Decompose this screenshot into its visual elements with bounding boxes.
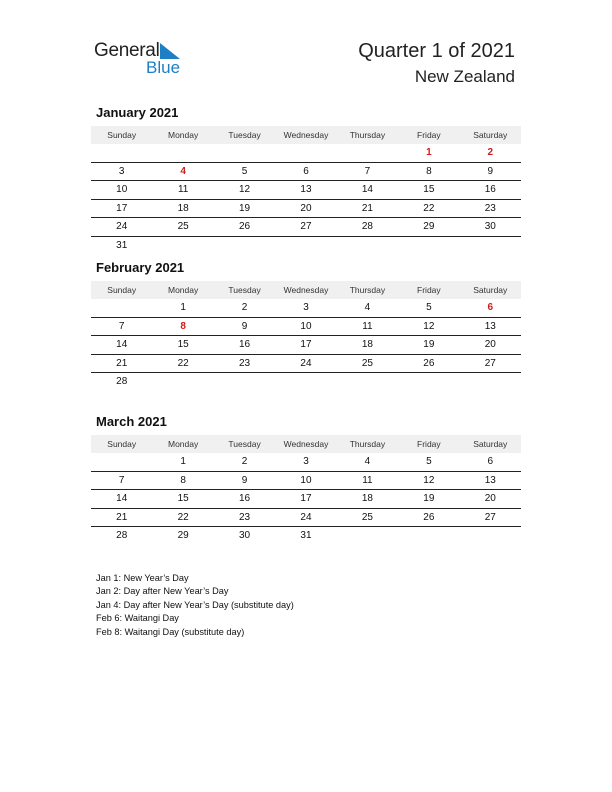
day-cell: 10 (275, 472, 336, 491)
weekday-header: Saturday (460, 435, 521, 453)
day-cell: 13 (275, 181, 336, 200)
empty-cell (214, 237, 275, 255)
empty-cell (214, 144, 275, 163)
day-cell: 8 (398, 163, 459, 182)
day-cell: 20 (460, 490, 521, 509)
day-cell: 23 (214, 355, 275, 374)
day-cell: 1 (398, 144, 459, 163)
weekday-header: Friday (398, 281, 459, 299)
day-cell: 24 (91, 218, 152, 237)
day-cell: 20 (460, 336, 521, 355)
weekday-header: Friday (398, 126, 459, 144)
empty-cell (152, 237, 213, 255)
day-cell: 17 (275, 490, 336, 509)
logo-general-text: General (94, 40, 160, 61)
day-cell: 14 (337, 181, 398, 200)
empty-cell (337, 237, 398, 255)
weekday-header: Monday (152, 281, 213, 299)
empty-cell (91, 144, 152, 163)
day-cell: 25 (337, 355, 398, 374)
holiday-list (96, 572, 294, 639)
day-cell: 2 (214, 299, 275, 318)
holiday-item: Jan 4: Day after New Year’s Day (substitute day) (96, 599, 294, 610)
day-cell: 10 (91, 181, 152, 200)
weekday-header: Sunday (91, 126, 152, 144)
empty-cell (460, 527, 521, 545)
day-cell: 28 (337, 218, 398, 237)
day-cell: 15 (398, 181, 459, 200)
weekday-header: Tuesday (214, 126, 275, 144)
weekday-header: Thursday (337, 126, 398, 144)
calendar-grid (91, 126, 521, 255)
day-cell: 16 (214, 336, 275, 355)
empty-cell (337, 527, 398, 545)
empty-cell (460, 237, 521, 255)
month-january (91, 104, 521, 255)
day-cell: 2 (214, 453, 275, 472)
day-cell: 23 (460, 200, 521, 219)
day-cell: 27 (275, 218, 336, 237)
day-cell: 2 (460, 144, 521, 163)
day-cell: 13 (460, 318, 521, 337)
day-cell: 14 (91, 490, 152, 509)
day-cell: 28 (116, 530, 128, 542)
weekday-header: Monday (152, 126, 213, 144)
day-cell: 19 (214, 200, 275, 219)
day-cell: 18 (337, 336, 398, 355)
logo (94, 40, 194, 80)
day-cell: 22 (398, 200, 459, 219)
day-cell: 15 (152, 490, 213, 509)
day-cell: 6 (275, 163, 336, 182)
weekday-header: Tuesday (214, 435, 275, 453)
day-cell: 11 (152, 181, 213, 200)
day-cell: 9 (214, 472, 275, 491)
month-title: January 2021 (96, 105, 179, 120)
day-cell: 1 (152, 299, 213, 318)
empty-cell (398, 237, 459, 255)
weekday-header: Wednesday (275, 281, 336, 299)
day-cell: 7 (91, 472, 152, 491)
day-cell: 8 (152, 472, 213, 491)
day-cell: 24 (275, 355, 336, 374)
day-cell: 17 (275, 336, 336, 355)
empty-cell (91, 299, 152, 318)
day-cell: 25 (152, 218, 213, 237)
day-cell: 21 (91, 509, 152, 528)
day-cell: 21 (337, 200, 398, 219)
empty-cell (152, 144, 213, 163)
weekday-header: Monday (152, 435, 213, 453)
month-february (91, 259, 521, 391)
day-cell: 18 (337, 490, 398, 509)
weekday-header: Tuesday (214, 281, 275, 299)
month-title: March 2021 (96, 414, 167, 429)
day-cell: 10 (275, 318, 336, 337)
day-cell: 6 (460, 299, 521, 318)
holiday-item: Feb 8: Waitangi Day (substitute day) (96, 626, 245, 637)
weekday-header: Sunday (91, 435, 152, 453)
day-cell: 26 (214, 218, 275, 237)
day-cell: 17 (91, 200, 152, 219)
day-cell: 29 (398, 218, 459, 237)
day-cell: 19 (398, 336, 459, 355)
day-cell: 7 (91, 318, 152, 337)
day-cell: 31 (300, 530, 312, 542)
day-cell: 25 (337, 509, 398, 528)
day-cell: 29 (177, 530, 189, 542)
weekday-header: Saturday (460, 126, 521, 144)
day-cell: 31 (116, 239, 128, 251)
day-cell: 27 (460, 509, 521, 528)
weekday-header: Wednesday (275, 435, 336, 453)
day-cell: 9 (460, 163, 521, 182)
country-name: New Zealand (414, 67, 515, 86)
holiday-item: Jan 1: New Year’s Day (96, 573, 189, 583)
holiday-item: Jan 2: Day after New Year’s Day (96, 586, 229, 597)
weekday-header: Sunday (91, 281, 152, 299)
empty-cell (152, 373, 213, 391)
day-cell: 4 (152, 163, 213, 182)
empty-cell (398, 373, 459, 391)
day-cell: 4 (337, 299, 398, 318)
day-cell: 5 (398, 453, 459, 472)
empty-cell (91, 453, 152, 472)
day-cell: 14 (91, 336, 152, 355)
day-cell: 15 (152, 336, 213, 355)
empty-cell (460, 373, 521, 391)
day-cell: 26 (398, 509, 459, 528)
day-cell: 21 (91, 355, 152, 374)
day-cell: 3 (91, 163, 152, 182)
weekday-header: Saturday (460, 281, 521, 299)
holiday-item: Feb 6: Waitangi Day (96, 613, 179, 624)
page-title: Quarter 1 of 2021 (358, 40, 515, 62)
weekday-header: Thursday (337, 281, 398, 299)
day-cell: 13 (460, 472, 521, 491)
empty-cell (275, 144, 336, 163)
day-cell: 23 (214, 509, 275, 528)
day-cell: 6 (460, 453, 521, 472)
month-march (91, 413, 521, 545)
empty-cell (214, 373, 275, 391)
weekday-header: Wednesday (275, 126, 336, 144)
calendar-grid (91, 435, 521, 545)
day-cell: 12 (214, 181, 275, 200)
day-cell: 20 (275, 200, 336, 219)
day-cell: 16 (460, 181, 521, 200)
day-cell: 16 (214, 490, 275, 509)
day-cell: 3 (275, 453, 336, 472)
day-cell: 3 (275, 299, 336, 318)
empty-cell (275, 237, 336, 255)
month-title: February 2021 (96, 260, 185, 275)
calendar-grid (91, 281, 521, 391)
day-cell: 11 (337, 318, 398, 337)
empty-cell (337, 144, 398, 163)
day-cell: 19 (398, 490, 459, 509)
day-cell: 26 (398, 355, 459, 374)
day-cell: 18 (152, 200, 213, 219)
day-cell: 1 (152, 453, 213, 472)
day-cell: 22 (152, 355, 213, 374)
day-cell: 11 (337, 472, 398, 491)
day-cell: 22 (152, 509, 213, 528)
day-cell: 4 (337, 453, 398, 472)
day-cell: 27 (460, 355, 521, 374)
day-cell: 12 (398, 318, 459, 337)
day-cell: 28 (116, 376, 128, 388)
day-cell: 8 (152, 318, 213, 337)
empty-cell (275, 373, 336, 391)
day-cell: 12 (398, 472, 459, 491)
weekday-header: Thursday (337, 435, 398, 453)
day-cell: 9 (214, 318, 275, 337)
logo-blue-text: Blue (146, 58, 181, 77)
day-cell: 5 (214, 163, 275, 182)
empty-cell (337, 373, 398, 391)
empty-cell (398, 527, 459, 545)
weekday-header: Friday (398, 435, 459, 453)
day-cell: 24 (275, 509, 336, 528)
day-cell: 30 (239, 530, 251, 542)
day-cell: 5 (398, 299, 459, 318)
day-cell: 30 (460, 218, 521, 237)
day-cell: 7 (337, 163, 398, 182)
